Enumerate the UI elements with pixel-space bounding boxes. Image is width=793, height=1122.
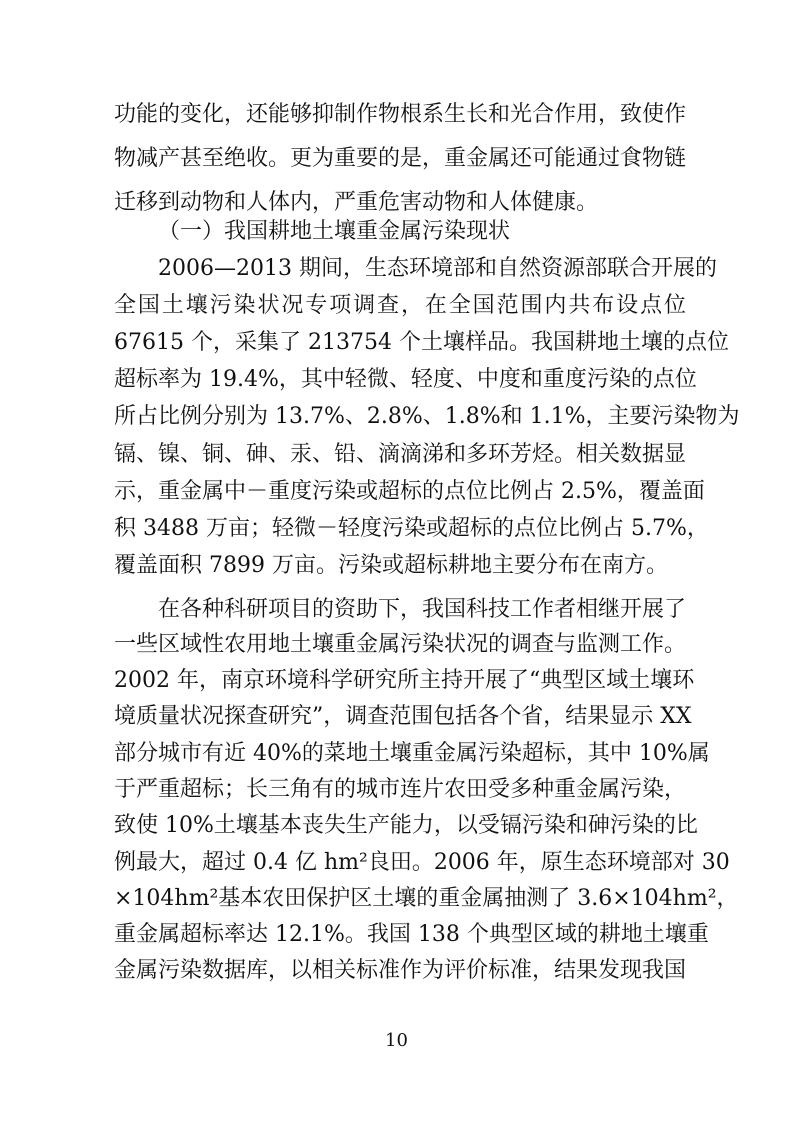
text-line: 所占比例分别为 13.7%、2.8%、1.8%和 1.1%，主要污染物为 [114, 404, 740, 429]
text-line: 金属污染数据库，以相关标准作为评价标准，结果发现我国 [114, 958, 687, 983]
page-number: 10 [385, 1030, 408, 1051]
text-line: 示，重金属中－重度污染或超标的点位比例占 2.5%，覆盖面 [114, 479, 705, 504]
text-line: 全国土壤污染状况专项调查，在全国范围内共布设点位 [114, 293, 686, 318]
text-line: 重金属超标率达 12.1%。我国 138 个典型区域的耕地土壤重 [114, 922, 709, 947]
text-line: ×104hm²基本农田保护区土壤的重金属抽测了 3.6×104hm²， [114, 886, 739, 911]
text-line: 67615 个，采集了 213754 个土壤样品。我国耕地土壤的点位 [114, 330, 729, 355]
text-line: 积 3488 万亩；轻微－轻度污染或超标的点位比例占 5.7%， [114, 516, 709, 541]
text-line: 境质量状况探查研究”，调查范围包括各个省，结果显示 XX [114, 704, 692, 729]
text-line: 在各种科研项目的资助下，我国科技工作者相继开展了 [158, 597, 687, 622]
text-line: 例最大，超过 0.4 亿 hm²良田。2006 年，原生态环境部对 30 [114, 850, 730, 875]
text-line: 功能的变化，还能够抑制作物根系生长和光合作用，致使作 [114, 102, 687, 127]
text-line: 2002 年，南京环境科学研究所主持开展了“典型区域土壤环 [114, 668, 695, 693]
text-line: 一些区域性农用地土壤重金属污染状况的调查与监测工作。 [114, 632, 687, 657]
text-line: 2006—2013 期间，生态环境部和自然资源部联合开展的 [158, 256, 717, 281]
text-line: 超标率为 19.4%，其中轻微、轻度、中度和重度污染的点位 [114, 367, 697, 392]
text-line: 覆盖面积 7899 万亩。污染或超标耕地主要分布在南方。 [114, 553, 668, 578]
text-line: 镉、镍、铜、砷、汞、铅、滴滴涕和多环芳烃。相关数据显 [114, 442, 687, 467]
text-line: 物减产甚至绝收。更为重要的是，重金属还可能通过食物链 [114, 146, 687, 171]
section-heading: （一）我国耕地土壤重金属污染现状 [158, 219, 511, 244]
text-line: 部分城市有近 40%的菜地土壤重金属污染超标，其中 10%属 [114, 741, 710, 766]
text-line: 致使 10%土壤基本丧失生产能力，以受镉污染和砷污染的比 [114, 813, 698, 838]
text-line: 于严重超标；长三角有的城市连片农田受多种重金属污染， [114, 777, 687, 802]
text-line: 迁移到动物和人体内，严重危害动物和人体健康。 [114, 190, 599, 215]
